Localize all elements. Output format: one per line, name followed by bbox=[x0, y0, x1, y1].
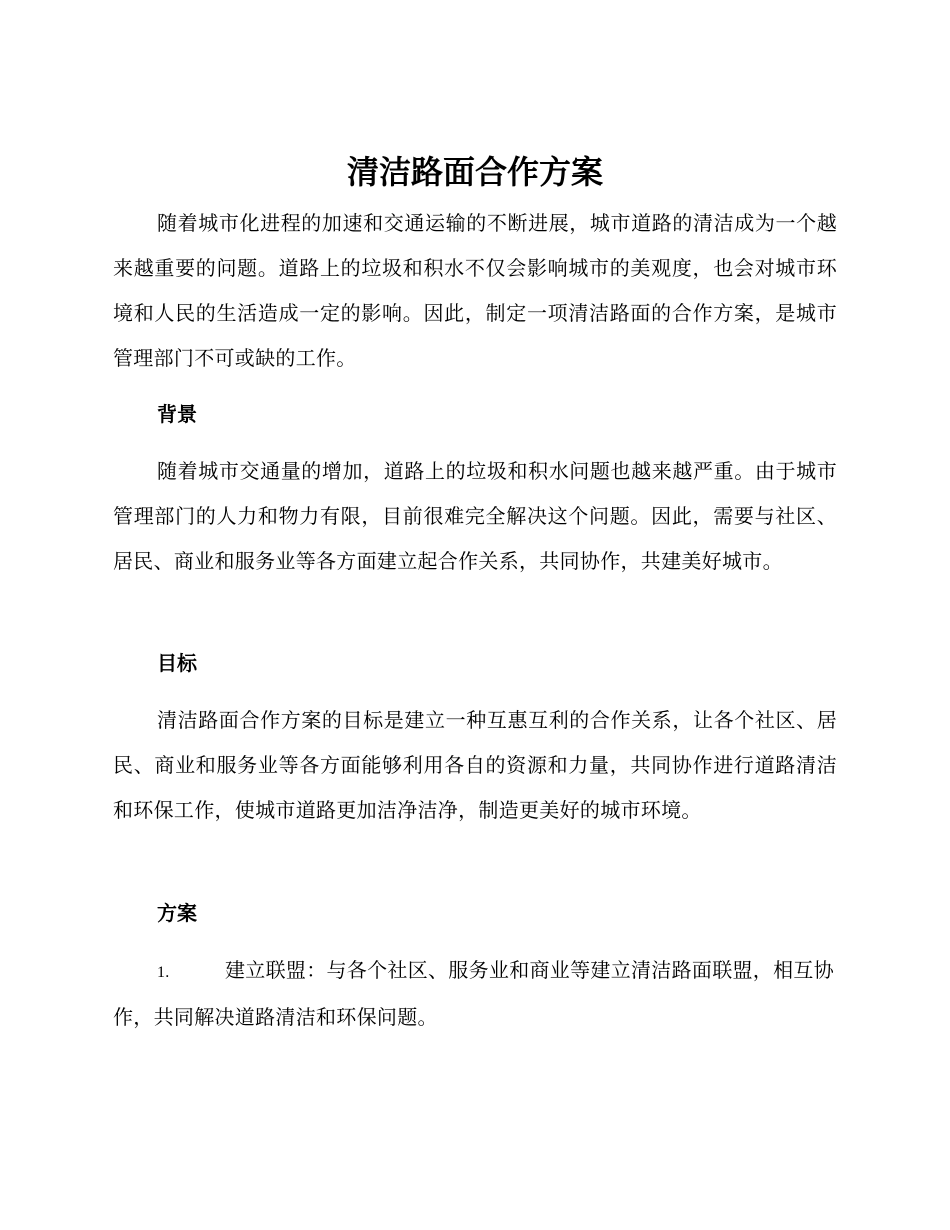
document-title: 清洁路面合作方案 bbox=[346, 153, 603, 191]
list-item-text: 建立联盟：与各个社区、服务业和商业等建立清洁路面联盟，相互协作，共同解决道路清洁和环保问题。 bbox=[113, 958, 834, 1029]
section-heading-background: 背景 bbox=[157, 402, 197, 426]
list-item-number: 1. bbox=[157, 964, 170, 981]
intro-paragraph: 随着城市化进程的加速和交通运输的不断进展，城市道路的清洁成为一个越来越重要的问题。道路上的垃圾和积水不仅会影响城市的美观度，也会对城市环境和人民的生活造成一定的影响。因此，制定一项清洁路面的合作方案，是城市管理部门不可或缺的工作。 bbox=[113, 211, 837, 370]
section-body-background: 随着城市交通量的增加，道路上的垃圾和积水问题也越来越严重。由于城市管理部门的人力和物力有限，目前很难完全解决这个问题。因此，需要与社区、居民、商业和服务业等各方面建立起合作关系，共同协作，共建美好城市。 bbox=[113, 459, 837, 573]
section-heading-plan: 方案 bbox=[157, 901, 197, 925]
list-item bbox=[113, 948, 837, 1040]
section-body-goal: 清洁路面合作方案的目标是建立一种互惠互利的合作关系，让各个社区、居民、商业和服务业等各方面能够利用各自的资源和力量，共同协作进行道路清洁和环保工作，使城市道路更加洁净洁净，制造更美好的城市环境。 bbox=[113, 708, 837, 822]
section-heading-goal: 目标 bbox=[157, 651, 197, 675]
